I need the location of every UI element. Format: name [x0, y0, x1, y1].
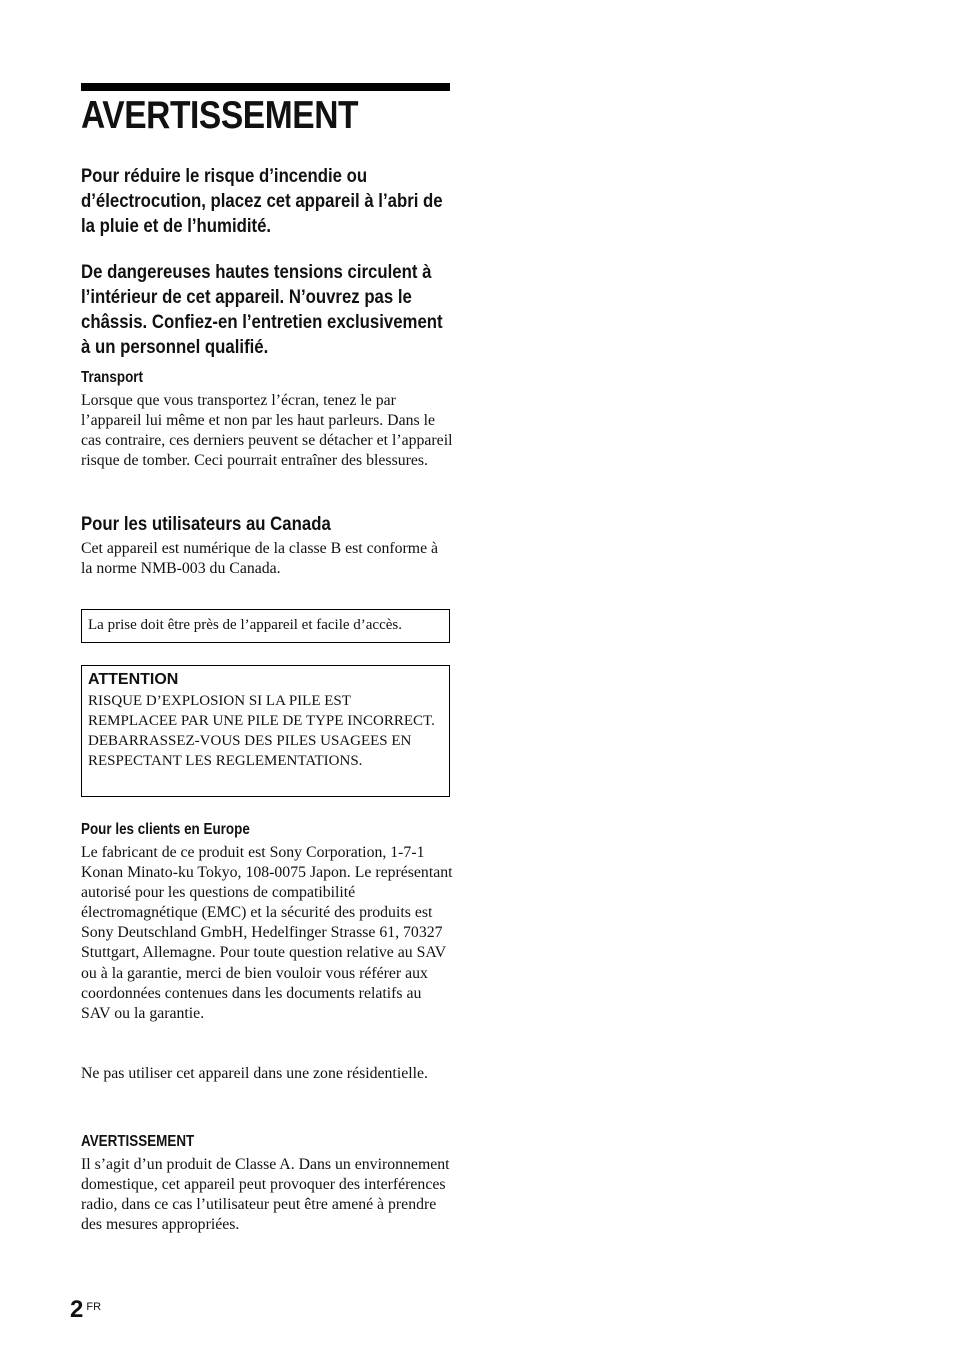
- attention-text: RISQUE D’EXPLOSION SI LA PILE EST REMPLACEE PAR UNE PILE DE TYPE INCORRECT. DEBARRASSEZ-VOUS DES PILES USAGEES EN RESPECTANT LES REGLEMENTATIONS.: [88, 693, 435, 769]
- transport-heading: Transport: [81, 369, 143, 386]
- canada-heading: Pour les utilisateurs au Canada: [81, 513, 331, 535]
- language-code: FR: [86, 1301, 102, 1313]
- transport-text: Lorsque que vous transportez l’écran, tenez le par l’appareil lui même et non par les haut parleurs. Dans le cas contraire, ces derniers peuvent se détacher et l’appareil risque de tomber. Ceci pourrait entraîner des blessures.: [81, 392, 453, 470]
- voltage-warning: De dangereuses hautes tensions circulent à l’intérieur de cet appareil. N’ouvrez pas le châssis. Confiez-en l’entretien exclusivement à un personnel qualifié.: [81, 261, 443, 358]
- avertissement-heading: AVERTISSEMENT: [81, 1133, 195, 1150]
- outlet-note: La prise doit être près de l’appareil et facile d’accès.: [88, 617, 402, 633]
- fire-warning: Pour réduire le risque d’incendie ou d’électrocution, placez cet appareil à l’abri de la pluie et de l’humidité.: [81, 165, 443, 237]
- europe-heading: Pour les clients en Europe: [81, 821, 250, 838]
- residential-note: Ne pas utiliser cet appareil dans une zone résidentielle.: [81, 1065, 428, 1082]
- page-footer: [70, 1296, 101, 1324]
- attention-box: [81, 665, 450, 797]
- avertissement-text: Il s’agit d’un produit de Classe A. Dans un environnement domestique, cet appareil peut provoquer des interférences radio, dans ce cas l’utilisateur peut être amené à prendre des mesures appropriées.: [81, 1156, 450, 1234]
- attention-title: ATTENTION: [88, 671, 179, 688]
- outlet-note-box: [81, 609, 450, 643]
- europe-text: Le fabricant de ce produit est Sony Corporation, 1-7-1 Konan Minato-ku Tokyo, 108-0075 Japon. Le représentant autorisé pour les questions de compatibilité électromagnétique (EMC) et la sécurité des produits est Sony Deutschland GmbH, Hedelfinger Strasse 61, 70327 Stuttgart, Allemagne. Pour toute question relative au SAV ou à la garantie, merci de bien vouloir vous référer aux coordonnées contenues dans les documents relatifs au SAV ou la garantie.: [81, 844, 453, 1022]
- page-number: 2: [70, 1296, 84, 1323]
- title-rule: [81, 83, 450, 91]
- page-title: AVERTISSEMENT: [81, 94, 359, 137]
- canada-text: Cet appareil est numérique de la classe B est conforme à la norme NMB-003 du Canada.: [81, 540, 439, 578]
